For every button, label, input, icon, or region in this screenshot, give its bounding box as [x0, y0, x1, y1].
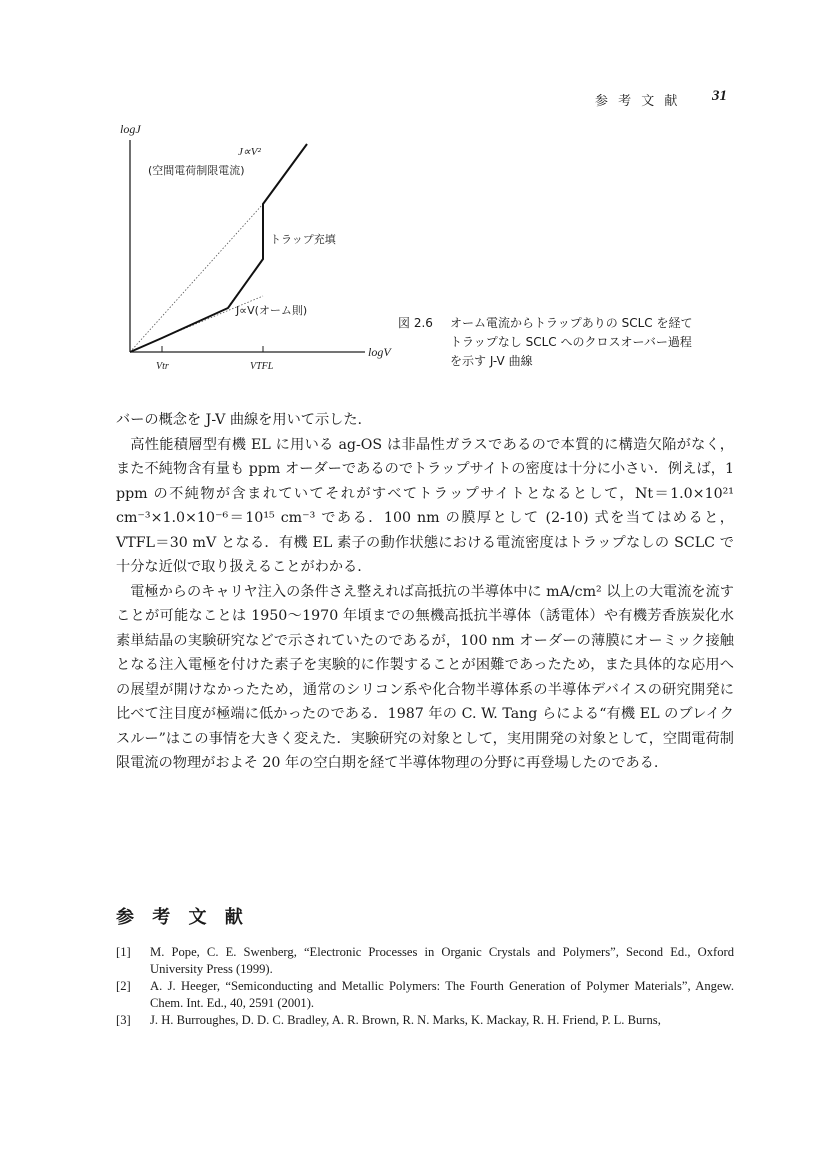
reference-list [116, 944, 734, 1029]
figure-number: 図 2.6 [398, 316, 433, 330]
reference-number: [3] [116, 1013, 131, 1027]
jv-curve-figure [110, 118, 400, 378]
label-ohm: J∝V(オーム則) [236, 304, 308, 317]
label-sclc: (空間電荷制限電流) [148, 164, 245, 177]
page-number: 31 [712, 88, 727, 104]
reference-number: [1] [116, 945, 131, 959]
paragraph-3: 電極からのキャリヤ注入の条件さえ整えれば高抵抗の半導体中に mA/cm² 以上の大電流を流すことが可能なことは 1950～1970 年頃までの無機高抵抗半導体（誘電体）や有機芳香族炭化水素単結晶の実験研究などで示されていたのであるが，100 nm オーダーの薄膜にオーミック接触となる注入電極を付けた素子を実験的に作製することが困難であったため，また具体的な応用への展望が開けなかったため，通常のシリコン系や化合物半導体系の半導体デバイスの研究開発に比べて注目度が極端に低かったのである．1987 年の C. W. Tang らによる“有機 EL のブレイクスルー”はこの事情を大きく変えた．実験研究の対象として，実用開発の対象として，空間電荷制限電流の物理がおよそ 20 年の空白期を経て半導体物理の分野に再登場したのである. [116, 583, 734, 771]
dotted-guide-upper [130, 204, 263, 352]
reference-item [116, 1012, 734, 1029]
label-v-squared: J∝V² [238, 146, 261, 158]
reference-item [116, 978, 734, 1012]
reference-text: A. J. Heeger, “Semiconducting and Metallic Polymers: The Fourth Generation of Polymer Materials”, Angew. Chem. Int. Ed., 40, 2591 (2001). [150, 979, 734, 1010]
reference-item [116, 944, 734, 978]
caption-line-3: を示す J-V 曲線 [450, 354, 533, 368]
reference-number: [2] [116, 979, 131, 993]
caption-line-2: トラップなし SCLC へのクロスオーバー過程 [450, 335, 692, 349]
paragraph-2: 高性能積層型有機 EL に用いる ag-OS は非晶性ガラスであるので本質的に構造欠陥がなく，また不純物含有量も ppm オーダーであるのでトラップサイトの密度は十分に小さい．例えば，1 ppm の不純物が含まれていてそれがすべてトラップサイトとなるとして，Nt＝1.0×10²¹ cm⁻³×1.0×10⁻⁶＝10¹⁵ cm⁻³ である．100 nm の膜厚として (2-10) 式を当てはめると，VTFL＝30 mV となる．有機 EL 素子の動作状態における電流密度はトラップなしの SCLC で十分な近似で取り扱えることがわかる. [116, 436, 734, 575]
tick-label-vtfl: VTFL [250, 361, 274, 372]
reference-text: J. H. Burroughes, D. D. C. Bradley, A. R. Brown, R. N. Marks, K. Mackay, R. H. Friend, P. L. Burns, [150, 1013, 661, 1027]
paragraph-1: バーの概念を J-V 曲線を用いて示した. [116, 412, 363, 428]
x-axis-label: logV [368, 345, 391, 359]
body-text [116, 408, 734, 776]
figure-caption [398, 314, 733, 371]
y-axis-label: logJ [120, 122, 141, 136]
tick-label-vtr: Vtr [156, 361, 169, 372]
references-heading: 参 考 文 献 [116, 907, 249, 928]
caption-line-1: オーム電流からトラップありの SCLC を経て [450, 316, 693, 330]
running-header-section: 参 考 文 献 [595, 94, 681, 109]
label-trap-fill: トラップ充填 [270, 233, 336, 246]
reference-text: M. Pope, C. E. Swenberg, “Electronic Processes in Organic Crystals and Polymers”, Second Ed., Oxford University Press (1999). [150, 945, 734, 976]
